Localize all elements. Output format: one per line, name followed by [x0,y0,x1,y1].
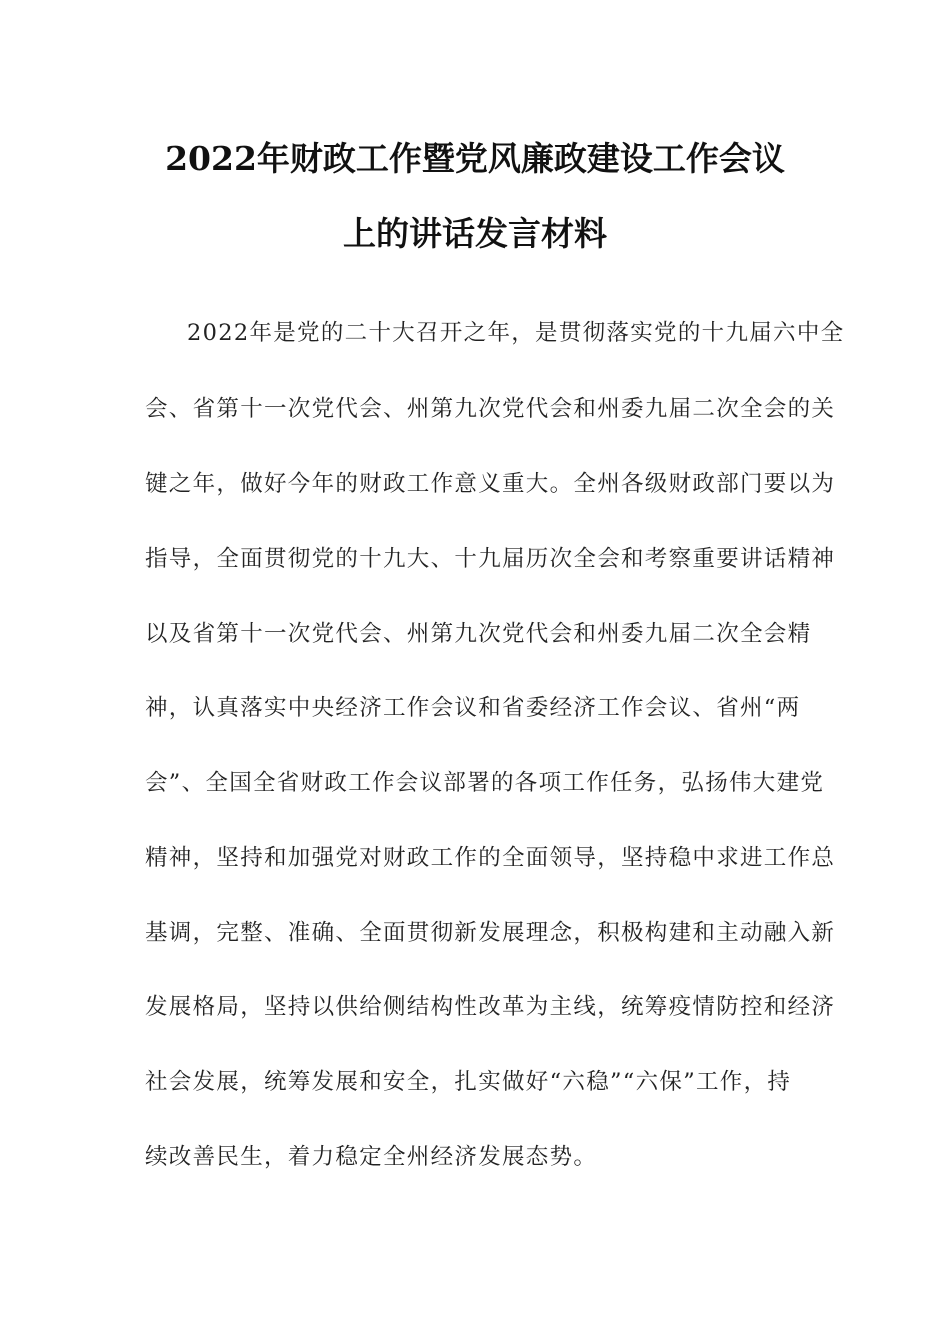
paragraph-line-10: 发展格局，坚持以供给侧结构性改革为主线，统筹疫情防控和经济 [145,994,836,1020]
paragraph-line-11: 社会发展，统筹发展和安全，扎实做好“六稳”“六保”工作，持 [145,1069,792,1095]
document-title-line-1: 2022年财政工作暨党风廉政建设工作会议 [165,139,785,178]
paragraph-line-2: 会、省第十一次党代会、州第九次党代会和州委九届二次全会的关 [145,396,836,422]
paragraph-line-3: 键之年，做好今年的财政工作意义重大。全州各级财政部门要以为 [145,471,836,497]
paragraph-line-1: 2022年是党的二十大召开之年，是贯彻落实党的十九届六中全 [187,320,845,346]
paragraph-line-5: 以及省第十一次党代会、州第九次党代会和州委九届二次全会精 [145,621,812,647]
paragraph-line-8: 精神，坚持和加强党对财政工作的全面领导，坚持稳中求进工作总 [145,845,836,871]
document-title-line-2: 上的讲话发言材料 [343,214,607,253]
paragraph-line-12: 续改善民生，着力稳定全州经济发展态势。 [145,1144,598,1170]
paragraph-line-7: 会”、全国全省财政工作会议部署的各项工作任务，弘扬伟大建党 [145,770,825,796]
paragraph-line-9: 基调，完整、准确、全面贯彻新发展理念，积极构建和主动融入新 [145,920,836,946]
paragraph-line-6: 神，认真落实中央经济工作会议和省委经济工作会议、省州“两 [145,695,801,721]
paragraph-line-4: 指导，全面贯彻党的十九大、十九届历次全会和考察重要讲话精神 [145,546,836,572]
